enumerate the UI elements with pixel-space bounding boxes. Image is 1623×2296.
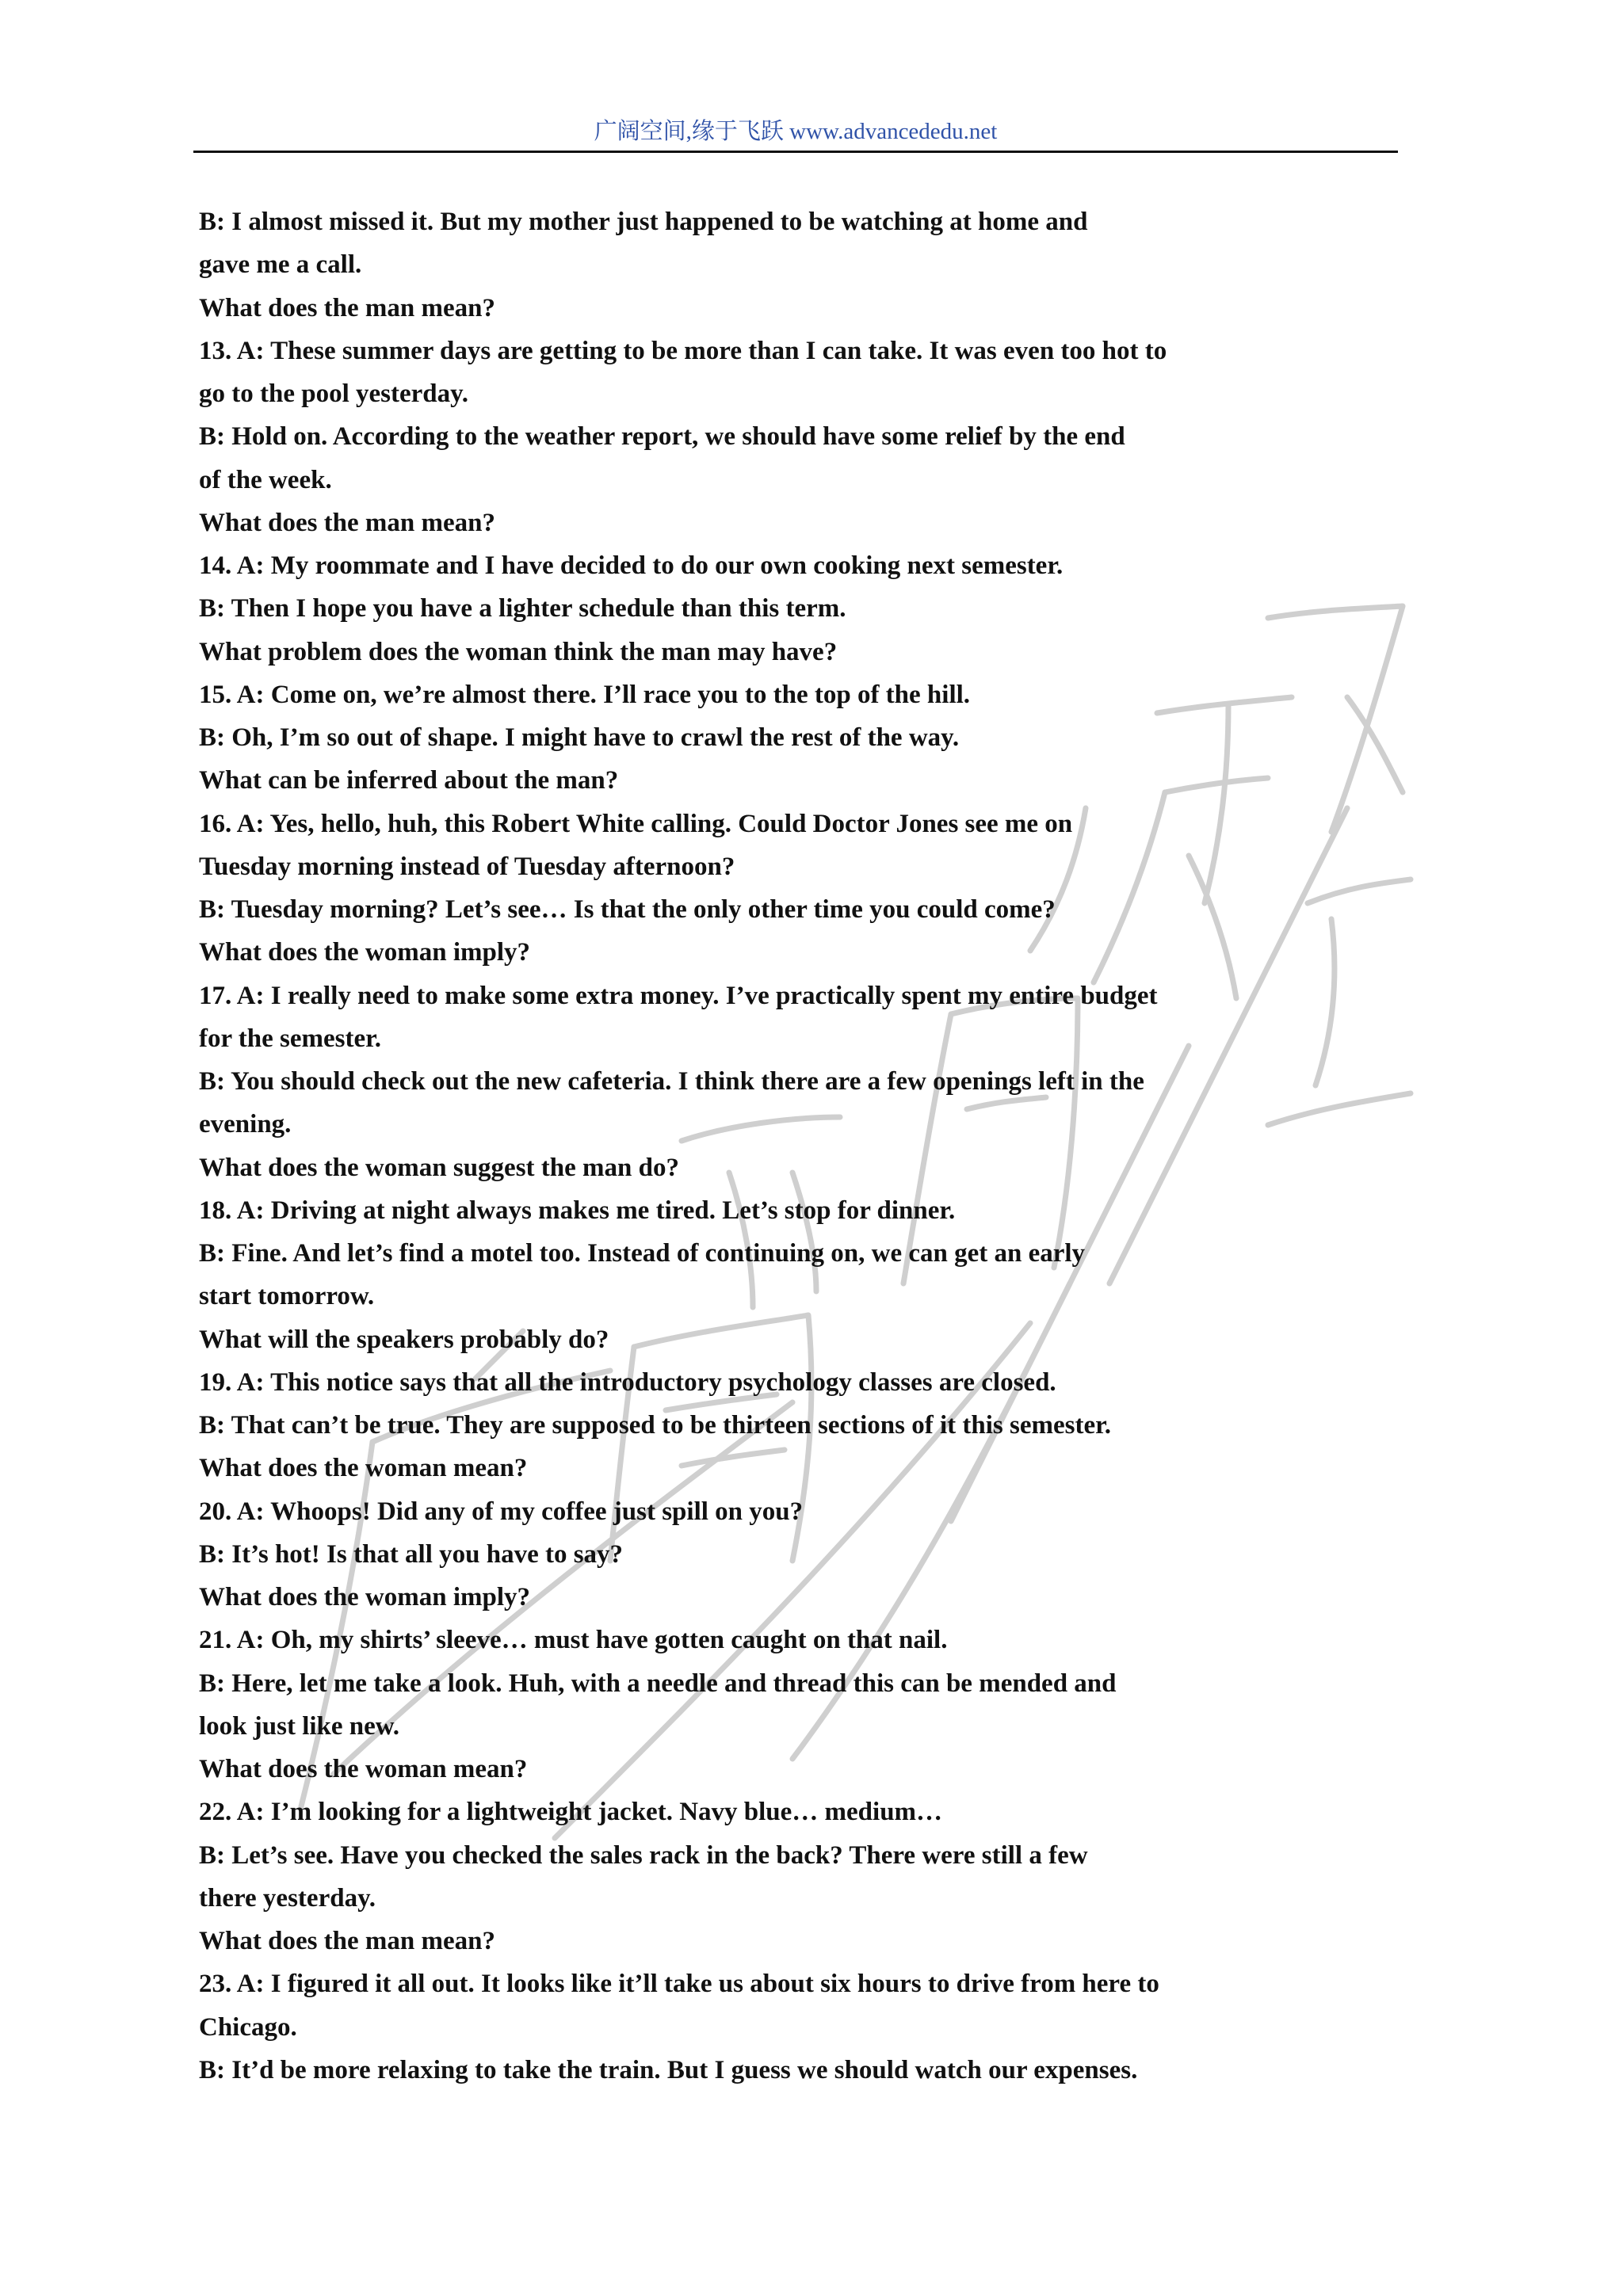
text-line: What does the woman mean? (199, 1755, 528, 1783)
text-line: 18. A: Driving at night always makes me tired. Let’s stop for dinner. (199, 1196, 956, 1225)
text-line: gave me a call. (199, 250, 362, 280)
text-line: B: Tuesday morning? Let’s see… Is that the only other time you could come? (199, 895, 1056, 924)
text-line: 23. A: I figured it all out. It looks like it’ll take us about six hours to drive from here to (199, 1970, 1159, 1999)
text-line: B: It’s hot! Is that all you have to say? (199, 1539, 624, 1569)
text-line: Chicago. (199, 2012, 297, 2042)
text-line: 16. A: Yes, hello, huh, this Robert White calling. Could Doctor Jones see me on (199, 809, 1073, 838)
text-line: 20. A: Whoops! Did any of my coffee just spill on you? (199, 1497, 804, 1526)
text-line: there yesterday. (199, 1883, 376, 1913)
text-line: B: It’d be more relaxing to take the train. But I guess we should watch our expenses. (199, 2055, 1138, 2084)
text-line: Tuesday morning instead of Tuesday afternoon? (199, 852, 735, 881)
text-line: What problem does the woman think the man may have? (199, 637, 838, 666)
text-line: 21. A: Oh, my shirts’ sleeve… must have gotten caught on that nail. (199, 1626, 948, 1655)
text-line: for the semester. (199, 1024, 382, 1053)
text-line: go to the pool yesterday. (199, 379, 469, 408)
text-line: What does the man mean? (199, 293, 496, 322)
text-line: evening. (199, 1110, 292, 1139)
text-line: B: That can’t be true. They are supposed to be thirteen sections of it this semester. (199, 1411, 1111, 1440)
text-line: 13. A: These summer days are getting to be more than I can take. It was even too hot to (199, 336, 1167, 365)
text-line: start tomorrow. (199, 1282, 375, 1311)
text-line: 15. A: Come on, we’re almost there. I’ll race you to the top of the hill. (199, 680, 971, 709)
text-line: What does the woman mean? (199, 1454, 528, 1483)
text-line: 14. A: My roommate and I have decided to do our own cooking next semester. (199, 551, 1064, 580)
text-line: What does the woman imply? (199, 938, 531, 967)
text-line: B: Hold on. According to the weather report, we should have some relief by the end (199, 422, 1125, 452)
text-line: B: Oh, I’m so out of shape. I might have to crawl the rest of the way. (199, 723, 960, 752)
text-line: What does the man mean? (199, 1927, 496, 1955)
text-line: B: Then I hope you have a lighter schedule than this term. (199, 594, 846, 624)
document-body (199, 200, 1324, 2092)
text-line: 22. A: I’m looking for a lightweight jacket. Navy blue… medium… (199, 1798, 943, 1827)
text-line: B: Fine. And let’s find a motel too. Instead of continuing on, we can get an early (199, 1239, 1086, 1268)
text-line: What will the speakers probably do? (199, 1325, 609, 1354)
text-line: What can be inferred about the man? (199, 766, 619, 795)
text-line: B: You should check out the new cafeteria. I think there are a few openings left in the (199, 1067, 1144, 1096)
text-line: What does the man mean? (199, 508, 496, 537)
text-line: B: I almost missed it. But my mother just happened to be watching at home and (199, 208, 1088, 236)
page-header: 广阔空间,缘于飞跃 www.advancededu.net (594, 119, 998, 144)
text-line: B: Here, let me take a look. Huh, with a needle and thread this can be mended and (199, 1669, 1117, 1698)
header-rule (193, 151, 1398, 153)
text-line: What does the woman suggest the man do? (199, 1153, 679, 1182)
text-line: of the week. (199, 465, 332, 494)
text-line: look just like new. (199, 1711, 400, 1741)
text-line: 19. A: This notice says that all the introductory psychology classes are closed. (199, 1367, 1056, 1397)
text-line: What does the woman imply? (199, 1583, 531, 1611)
text-line: 17. A: I really need to make some extra money. I’ve practically spent my entire budget (199, 981, 1158, 1010)
text-line: B: Let’s see. Have you checked the sales rack in the back? There were still a few (199, 1840, 1088, 1870)
